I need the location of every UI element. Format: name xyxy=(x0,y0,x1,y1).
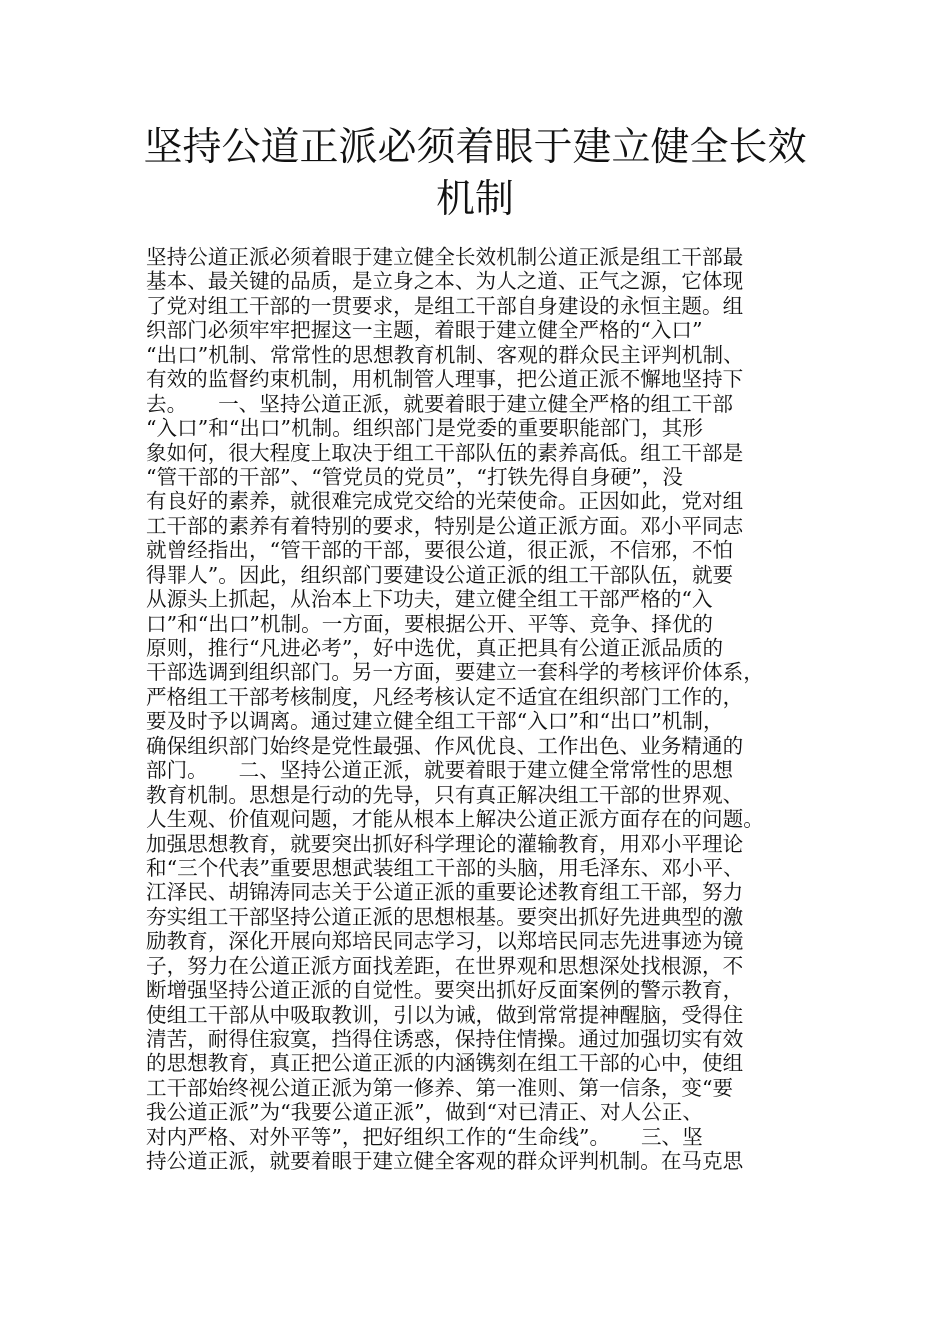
body-line: 和“三个代表”重要思想武装组工干部的头脑，用毛泽东、邓小平、 xyxy=(146,855,744,880)
body-line: 得罪人”。因此，组织部门要建设公道正派的组工干部队伍，就要 xyxy=(146,562,734,587)
body-line: 教育机制。思想是行动的先导，只有真正解决组工干部的世界观、 xyxy=(146,782,744,807)
body-line: 加强思想教育，就要突出抓好科学理论的灌输教育，用邓小平理论 xyxy=(146,831,744,856)
body-line: 原则，推行“凡进必考”，好中选优，真正把具有公道正派品质的 xyxy=(146,636,724,660)
body-line: 工干部的素养有着特别的要求，特别是公道正派方面。邓小平同志 xyxy=(146,513,744,538)
body-line: “出口”机制、常常性的思想教育机制、客观的群众民主评判机制、 xyxy=(146,342,744,367)
body-line: 干部选调到组织部门。另一方面，要建立一套科学的考核评价体系， xyxy=(146,660,764,685)
title-line: 坚持公道正派必须着眼于建立健全长效 xyxy=(143,125,807,170)
body-line: 要及时予以调离。通过建立健全组工干部“入口”和“出口”机制， xyxy=(146,709,724,734)
body-line: 去。 一、坚持公道正派，就要着眼于建立健全严格的组工干部 xyxy=(146,391,733,416)
body-line: 人生观、价值观问题，才能从根本上解决公道正派方面存在的问题。 xyxy=(146,807,764,832)
body-line: 有良好的素养，就很难完成党交给的光荣使命。正因如此，党对组 xyxy=(146,489,744,514)
body-line: 子，努力在公道正派方面找差距，在世界观和思想深处找根源，不 xyxy=(146,953,744,978)
body-line: 我公道正派”为“我要公道正派”，做到“对已清正、对人公正、 xyxy=(146,1100,703,1125)
body-line: 有效的监督约束机制，用机制管人理事，把公道正派不懈地坚持下 xyxy=(146,367,744,392)
body-line: 夯实组工干部坚持公道正派的思想根基。要突出抓好先进典型的激 xyxy=(146,904,744,929)
body-line: 江泽民、胡锦涛同志关于公道正派的重要论述教育组工干部，努力 xyxy=(146,880,744,905)
body-line: 坚持公道正派必须着眼于建立健全长效机制公道正派是组工干部最 xyxy=(146,245,744,269)
title-line: 机制 xyxy=(435,177,514,222)
body-line: 的思想教育，真正把公道正派的内涵镌刻在组工干部的心中，使组 xyxy=(146,1051,744,1076)
body-line: 部门。 二、坚持公道正派，就要着眼于建立健全常常性的思想 xyxy=(146,758,733,783)
body-line: 使组工干部从中吸取教训，引以为诫，做到常常提神醒脑，受得住 xyxy=(146,1002,744,1027)
body-line: “入口”和“出口”机制。组织部门是党委的重要职能部门，其形 xyxy=(146,416,703,441)
body-line: 工干部始终视公道正派为第一修养、第一准则、第一信条，变“要 xyxy=(146,1075,734,1100)
body-line: 口”和“出口”机制。一方面，要根据公开、平等、竞争、择优的 xyxy=(146,611,714,636)
body-line: 确保组织部门始终是党性最强、作风优良、工作出色、业务精通的 xyxy=(146,733,744,758)
body-line: 从源头上抓起，从治本上下功夫，建立健全组工干部严格的“入 xyxy=(146,587,713,612)
document-body xyxy=(146,245,836,1174)
body-line: 象如何，很大程度上取决于组工干部队伍的素养高低。组工干部是 xyxy=(146,440,744,465)
body-line: 清苦，耐得住寂寞，挡得住诱惑，保持住情操。通过加强切实有效 xyxy=(146,1027,744,1051)
body-line: 织部门必须牢牢把握这一主题，着眼于建立健全严格的“入口” xyxy=(146,318,703,343)
document-title xyxy=(120,122,830,226)
body-line: 励教育，深化开展向郑培民同志学习，以郑培民同志先进事迹为镜 xyxy=(146,929,744,954)
body-line: 持公道正派，就要着眼于建立健全客观的群众评判机制。在马克思 xyxy=(146,1149,744,1174)
body-line: 就曾经指出，“管干部的干部，要很公道，很正派，不信邪，不怕 xyxy=(146,538,734,563)
body-line: “管干部的干部”、“管党员的党员”，“打铁先得自身硬”，没 xyxy=(146,464,683,489)
body-line: 断增强坚持公道正派的自觉性。要突出抓好反面案例的警示教育， xyxy=(146,978,744,1003)
body-line: 严格组工干部考核制度，凡经考核认定不适宜在组织部门工作的， xyxy=(146,684,744,709)
body-line: 基本、最关键的品质，是立身之本、为人之道、正气之源，它体现 xyxy=(146,269,744,294)
body-line: 对内严格、对外平等”，把好组织工作的“生命线”。 三、坚 xyxy=(146,1124,703,1149)
body-line: 了党对组工干部的一贯要求，是组工干部自身建设的永恒主题。组 xyxy=(146,293,744,318)
